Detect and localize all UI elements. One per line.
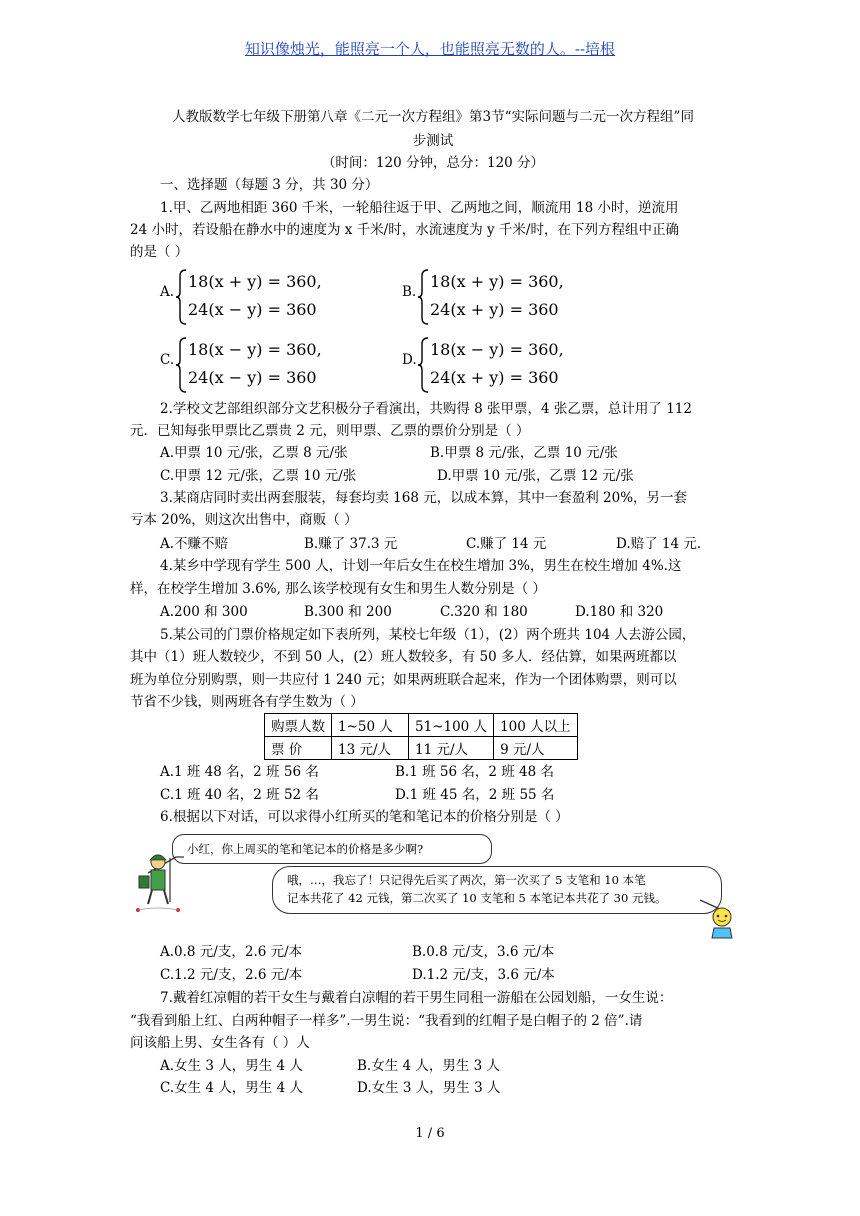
boy-cartoon-icon <box>134 852 182 914</box>
option-label: A. <box>160 284 175 300</box>
q1-option-d[interactable] <box>402 336 642 390</box>
speech-bubble-question <box>172 834 492 864</box>
page-number: 1 / 6 <box>415 1126 445 1141</box>
q2-option-d[interactable]: D.甲票 10 元/张，乙票 12 元/张 <box>437 468 634 484</box>
girl-cartoon-icon <box>708 906 736 940</box>
q7-option-a[interactable]: A.女生 3 人，男生 4 人 <box>160 1058 303 1074</box>
document-title-line2: 步测试 <box>412 133 454 149</box>
q6-option-a[interactable]: A.0.8 元/支，2.6 元/本 <box>160 944 303 960</box>
q5-text-line3: 班为单位分别购票，则一共应付 1 240 元；如果两班联合起来，作为一个团体购票，则可以 <box>130 672 677 688</box>
table-row <box>265 714 578 737</box>
bubble-text-line2: 记本共花了 42 元钱，第二次买了 10 支笔和 5 本笔记本共花了 30 元钱。 <box>287 891 667 905</box>
q7-option-b[interactable]: B.女生 4 人，男生 3 人 <box>357 1058 501 1074</box>
q3-text-line1: 3.某商店同时卖出两套服装，每套均卖 168 元，以成本算，其中一套盈利 20%，另一套 <box>160 490 688 506</box>
q3-option-d[interactable]: D.赔了 14 元. <box>616 536 702 552</box>
q4-text-line1: 4.某乡中学现有学生 500 人，计划一年后女生在校生增加 3%，男生在校生增加 4%.这 <box>160 558 682 574</box>
q1-d-eq1: 18(x − y) = 360, <box>430 340 564 359</box>
q1-option-c[interactable] <box>160 336 400 390</box>
q4-text-line2: 样，在校学生增加 3.6%, 那么该学校现有女生和男生人数分别是（ ） <box>130 581 546 597</box>
q2-text-line1: 2.学校文艺部组织部分文艺积极分子看演出，共购得 8 张甲票，4 张乙票，总计用了 112 <box>160 401 692 417</box>
brace-icon <box>174 336 188 394</box>
brace-icon <box>416 336 430 394</box>
q1-d-eq2: 24(x + y) = 360 <box>430 368 559 387</box>
time-info: （时间：120 分钟，总分：120 分） <box>321 155 545 171</box>
q5-text-line4: 节省不少钱，则两班各有学生数为（ ） <box>130 694 364 710</box>
option-label: C. <box>160 352 175 368</box>
q4-option-d[interactable]: D.180 和 320 <box>575 604 664 620</box>
q5-option-d[interactable]: D.1 班 45 名，2 班 55 名 <box>395 787 555 803</box>
bubble-text: 小红，你上周买的笔和笔记本的价格是多少啊? <box>187 842 424 856</box>
brace-icon <box>174 268 188 326</box>
q6-text: 6.根据以下对话，可以求得小红所买的笔和笔记本的价格分别是（ ） <box>160 809 569 825</box>
q6-option-c[interactable]: C.1.2 元/支，2.6 元/本 <box>160 967 303 983</box>
q5-option-a[interactable]: A.1 班 48 名，2 班 56 名 <box>160 764 319 780</box>
q4-option-a[interactable]: A.200 和 300 <box>160 604 248 620</box>
q7-text-line2: “我看到船上红、白两种帽子一样多”.一男生说：“我看到的红帽子是白帽子的 2 倍”.请 <box>130 1013 643 1029</box>
q4-option-b[interactable]: B.300 和 200 <box>304 604 392 620</box>
q1-a-eq2: 24(x − y) = 360 <box>188 300 317 319</box>
table-cell: 9 元/人 <box>494 737 578 760</box>
q3-option-c[interactable]: C.赚了 14 元 <box>466 536 547 552</box>
q3-text-line2: 亏本 20%，则这次出售中，商贩（ ） <box>130 512 358 528</box>
q4-option-c[interactable]: C.320 和 180 <box>440 604 528 620</box>
q5-option-c[interactable]: C.1 班 40 名，2 班 52 名 <box>160 787 319 803</box>
table-cell: 13 元/人 <box>332 737 409 760</box>
q7-option-c[interactable]: C.女生 4 人，男生 4 人 <box>160 1080 303 1096</box>
q2-text-line2: 元．已知每张甲票比乙票贵 2 元，则甲票、乙票的票价分别是（ ） <box>130 423 530 439</box>
section-heading: 一、选择题（每题 3 分，共 30 分） <box>160 177 379 193</box>
q5-text-line2: 其中（1）班人数较少，不到 50 人，(2）班人数较多，有 50 多人．经估算，如果两班都以 <box>130 649 677 665</box>
q1-b-eq2: 24(x + y) = 360 <box>430 300 559 319</box>
q1-c-eq2: 24(x − y) = 360 <box>188 368 317 387</box>
q1-option-b[interactable] <box>402 268 642 322</box>
q2-option-a[interactable]: A.甲票 10 元/张，乙票 8 元/张 <box>160 445 348 461</box>
q1-option-a[interactable] <box>160 268 400 322</box>
q7-text-line3: 问该船上男、女生各有（ ）人 <box>130 1035 310 1051</box>
q6-option-b[interactable]: B.0.8 元/支，3.6 元/本 <box>412 944 555 960</box>
speech-bubble-answer <box>272 866 722 914</box>
table-cell: 票 价 <box>265 737 332 760</box>
page-header-quote: 知识像烛光，能照亮一个人，也能照亮无数的人。--培根 <box>244 40 616 58</box>
q1-a-eq1: 18(x + y) = 360, <box>188 272 322 291</box>
document-title-line1: 人教版数学七年级下册第八章《二元一次方程组》第3节“实际问题与二元一次方程组”同 <box>172 109 694 125</box>
q3-option-a[interactable]: A.不赚不赔 <box>160 536 229 552</box>
q2-option-c[interactable]: C.甲票 12 元/张，乙票 10 元/张 <box>160 468 357 484</box>
q1-c-eq1: 18(x − y) = 360, <box>188 340 322 359</box>
q6-option-d[interactable]: D.1.2 元/支，3.6 元/本 <box>412 967 555 983</box>
option-label: B. <box>402 284 417 300</box>
q3-option-b[interactable]: B.赚了 37.3 元 <box>304 536 398 552</box>
table-row <box>265 737 578 760</box>
option-label: D. <box>402 352 417 368</box>
q2-option-b[interactable]: B.甲票 8 元/张，乙票 10 元/张 <box>430 445 618 461</box>
table-cell: 购票人数 <box>265 714 332 737</box>
bubble-text-line1: 哦，…，我忘了！只记得先后买了两次，第一次买了 5 支笔和 10 本笔 <box>287 873 646 887</box>
q1-text-line1: 1.甲、乙两地相距 360 千米，一轮船往返于甲、乙两地之间，顺流用 18 小时，逆流用 <box>160 200 679 216</box>
table-cell: 100 人以上 <box>494 714 578 737</box>
table-cell: 11 元/人 <box>409 737 494 760</box>
q7-option-d[interactable]: D.女生 3 人，男生 3 人 <box>357 1080 501 1096</box>
q5-option-b[interactable]: B.1 班 56 名，2 班 48 名 <box>395 764 554 780</box>
table-cell: 1~50 人 <box>332 714 409 737</box>
brace-icon <box>416 268 430 326</box>
q1-text-line2: 24 小时，若设船在静水中的速度为 x 千米/时，水流速度为 y 千米/时，在下列方程组中正确 <box>130 222 679 238</box>
q1-b-eq1: 18(x + y) = 360, <box>430 272 564 291</box>
table-cell: 51~100 人 <box>409 714 494 737</box>
ticket-price-table <box>264 713 578 760</box>
q5-text-line1: 5.某公司的门票价格规定如下表所列，某校七年级（1），(2）两个班共 104 人去游公园， <box>160 627 696 643</box>
q1-text-line3: 的是（ ） <box>130 244 189 260</box>
q7-text-line1: 7.戴着红凉帽的若干女生与戴着白凉帽的若干男生同租一游船在公园划船，一女生说： <box>160 990 673 1006</box>
